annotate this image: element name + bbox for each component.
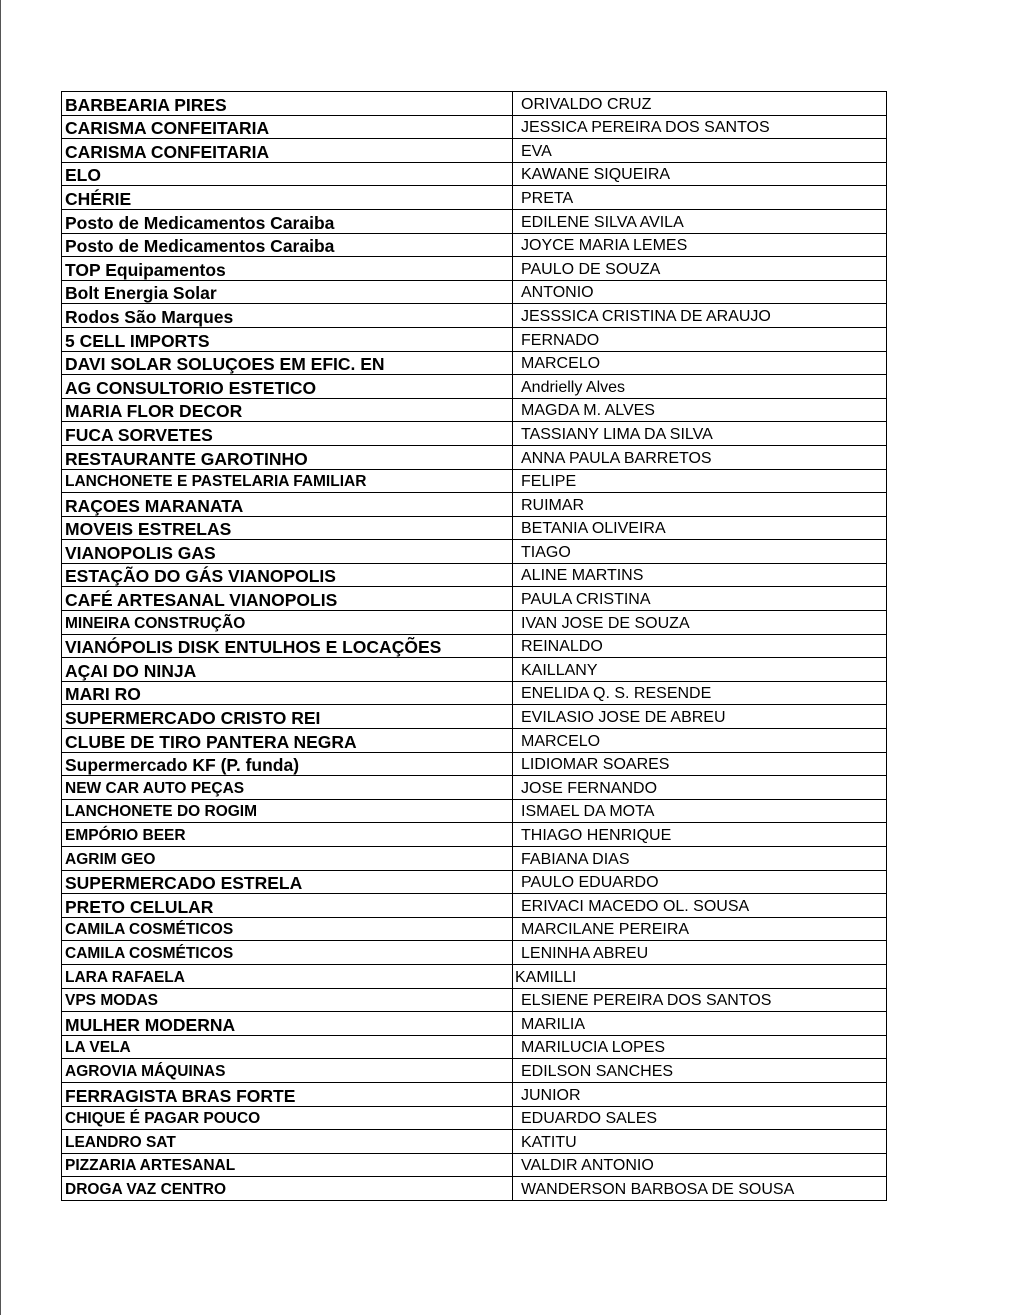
contact-name-cell: ISMAEL DA MOTA (513, 799, 887, 823)
table-row (62, 1153, 887, 1177)
business-name-cell: AGROVIA MÁQUINAS (62, 1059, 513, 1083)
business-name-cell: TOP Equipamentos (62, 257, 513, 281)
contact-name-cell: Andrielly Alves (513, 375, 887, 399)
business-name-cell: CARISMA CONFEITARIA (62, 115, 513, 139)
business-name-cell: MARIA FLOR DECOR (62, 398, 513, 422)
contact-name-cell: MARCELO (513, 351, 887, 375)
business-name-cell: CARISMA CONFEITARIA (62, 139, 513, 163)
table-row (62, 186, 887, 210)
contact-name-cell: ELSIENE PEREIRA DOS SANTOS (513, 988, 887, 1012)
contact-name-cell: KAILLANY (513, 658, 887, 682)
contact-name-cell: MAGDA M. ALVES (513, 398, 887, 422)
table-row (62, 587, 887, 611)
business-name-cell: VIANOPOLIS GAS (62, 540, 513, 564)
business-name-cell: CAFÉ ARTESANAL VIANOPOLIS (62, 587, 513, 611)
table-row (62, 847, 887, 871)
table-row (62, 540, 887, 564)
table-row (62, 799, 887, 823)
contact-name-cell: ENELIDA Q. S. RESENDE (513, 681, 887, 705)
table-row (62, 139, 887, 163)
contact-name-cell: EDUARDO SALES (513, 1106, 887, 1130)
table-row (62, 870, 887, 894)
business-name-cell: DAVI SOLAR SOLUÇOES EM EFIC. EN (62, 351, 513, 375)
table-row (62, 422, 887, 446)
business-name-cell: Rodos São Marques (62, 304, 513, 328)
table-row (62, 563, 887, 587)
contact-name-cell: REINALDO (513, 634, 887, 658)
contact-name-cell: JOSE FERNANDO (513, 776, 887, 800)
business-name-cell: CAMILA COSMÉTICOS (62, 941, 513, 965)
contact-name-cell: EDILSON SANCHES (513, 1059, 887, 1083)
business-name-cell: MINEIRA CONSTRUÇÃO (62, 611, 513, 635)
table-row (62, 233, 887, 257)
business-name-cell: LA VELA (62, 1035, 513, 1059)
contact-name-cell: VALDIR ANTONIO (513, 1153, 887, 1177)
contact-name-cell: TASSIANY LIMA DA SILVA (513, 422, 887, 446)
contact-name-cell: FERNADO (513, 327, 887, 351)
table-row (62, 917, 887, 941)
contact-name-cell: EDILENE SILVA AVILA (513, 209, 887, 233)
business-contact-table (61, 91, 887, 1201)
table-row (62, 964, 887, 988)
contact-name-cell: MARILUCIA LOPES (513, 1035, 887, 1059)
table-row (62, 988, 887, 1012)
contact-name-cell: KATITU (513, 1130, 887, 1154)
business-name-cell: LEANDRO SAT (62, 1130, 513, 1154)
contact-name-cell: JOYCE MARIA LEMES (513, 233, 887, 257)
table-row (62, 445, 887, 469)
business-name-cell: Supermercado KF (P. funda) (62, 752, 513, 776)
business-name-cell: MARI RO (62, 681, 513, 705)
business-name-cell: Posto de Medicamentos Caraiba (62, 209, 513, 233)
business-name-cell: FERRAGISTA BRAS FORTE (62, 1082, 513, 1106)
table-row (62, 162, 887, 186)
business-name-cell: MOVEIS ESTRELAS (62, 516, 513, 540)
table-row (62, 493, 887, 517)
business-name-cell: CLUBE DE TIRO PANTERA NEGRA (62, 729, 513, 753)
business-name-cell: Posto de Medicamentos Caraiba (62, 233, 513, 257)
table-row (62, 280, 887, 304)
table-row (62, 398, 887, 422)
contact-name-cell: PRETA (513, 186, 887, 210)
table-row (62, 729, 887, 753)
page-left-edge (0, 0, 1, 1315)
contact-name-cell: ALINE MARTINS (513, 563, 887, 587)
table-row (62, 941, 887, 965)
contact-name-cell: EVA (513, 139, 887, 163)
table-row (62, 92, 887, 116)
contact-name-cell: MARCELO (513, 729, 887, 753)
business-name-cell: NEW CAR AUTO PEÇAS (62, 776, 513, 800)
contact-name-cell: WANDERSON BARBOSA DE SOUSA (513, 1177, 887, 1201)
business-name-cell: LANCHONETE DO ROGIM (62, 799, 513, 823)
table-row (62, 705, 887, 729)
business-name-cell: Bolt Energia Solar (62, 280, 513, 304)
table-row (62, 115, 887, 139)
table-row (62, 894, 887, 918)
contact-name-cell: MARCILANE PEREIRA (513, 917, 887, 941)
table-row (62, 1035, 887, 1059)
contact-name-cell: PAULA CRISTINA (513, 587, 887, 611)
table-row (62, 1106, 887, 1130)
table-row (62, 1059, 887, 1083)
table-row (62, 681, 887, 705)
table-row (62, 351, 887, 375)
business-name-cell: DROGA VAZ CENTRO (62, 1177, 513, 1201)
contact-name-cell: ANTONIO (513, 280, 887, 304)
contact-name-cell: LENINHA ABREU (513, 941, 887, 965)
table-row (62, 611, 887, 635)
contact-name-cell: KAWANE SIQUEIRA (513, 162, 887, 186)
contact-name-cell: MARILIA (513, 1012, 887, 1036)
business-name-cell: MULHER MODERNA (62, 1012, 513, 1036)
business-name-cell: VIANÓPOLIS DISK ENTULHOS E LOCAÇÕES (62, 634, 513, 658)
business-name-cell: LARA RAFAELA (62, 964, 513, 988)
contact-name-cell: JESSSICA CRISTINA DE ARAUJO (513, 304, 887, 328)
contact-name-cell: EVILASIO JOSE DE ABREU (513, 705, 887, 729)
contact-name-cell: KAMILLI (513, 964, 887, 988)
table-row (62, 1012, 887, 1036)
contact-name-cell: PAULO EDUARDO (513, 870, 887, 894)
business-name-cell: CAMILA COSMÉTICOS (62, 917, 513, 941)
business-name-cell: EMPÓRIO BEER (62, 823, 513, 847)
table-row (62, 634, 887, 658)
contact-name-cell: LIDIOMAR SOARES (513, 752, 887, 776)
contact-name-cell: ERIVACI MACEDO OL. SOUSA (513, 894, 887, 918)
table-row (62, 1177, 887, 1201)
business-name-cell: LANCHONETE E PASTELARIA FAMILIAR (62, 469, 513, 493)
contact-name-cell: JUNIOR (513, 1082, 887, 1106)
business-name-cell: FUCA SORVETES (62, 422, 513, 446)
table-row (62, 327, 887, 351)
contact-name-cell: TIAGO (513, 540, 887, 564)
table-row (62, 1082, 887, 1106)
table-row (62, 469, 887, 493)
business-name-cell: 5 CELL IMPORTS (62, 327, 513, 351)
business-name-cell: SUPERMERCADO CRISTO REI (62, 705, 513, 729)
contact-name-cell: FELIPE (513, 469, 887, 493)
business-name-cell: CHÉRIE (62, 186, 513, 210)
business-name-cell: PRETO CELULAR (62, 894, 513, 918)
table-row (62, 304, 887, 328)
table-row (62, 658, 887, 682)
table-row (62, 375, 887, 399)
table-row (62, 823, 887, 847)
contact-name-cell: ANNA PAULA BARRETOS (513, 445, 887, 469)
table-row (62, 516, 887, 540)
table-row (62, 209, 887, 233)
business-name-cell: AG CONSULTORIO ESTETICO (62, 375, 513, 399)
contact-name-cell: FABIANA DIAS (513, 847, 887, 871)
contact-name-cell: PAULO DE SOUZA (513, 257, 887, 281)
business-name-cell: VPS MODAS (62, 988, 513, 1012)
business-name-cell: CHIQUE É PAGAR POUCO (62, 1106, 513, 1130)
business-name-cell: ESTAÇÃO DO GÁS VIANOPOLIS (62, 563, 513, 587)
business-name-cell: AGRIM GEO (62, 847, 513, 871)
contact-name-cell: RUIMAR (513, 493, 887, 517)
business-name-cell: PIZZARIA ARTESANAL (62, 1153, 513, 1177)
table-row (62, 257, 887, 281)
table-row (62, 776, 887, 800)
contact-name-cell: BETANIA OLIVEIRA (513, 516, 887, 540)
business-name-cell: ELO (62, 162, 513, 186)
contact-name-cell: JESSICA PEREIRA DOS SANTOS (513, 115, 887, 139)
contact-name-cell: THIAGO HENRIQUE (513, 823, 887, 847)
table-body (62, 92, 887, 1201)
contact-name-cell: ORIVALDO CRUZ (513, 92, 887, 116)
table-row (62, 752, 887, 776)
business-name-cell: SUPERMERCADO ESTRELA (62, 870, 513, 894)
business-name-cell: BARBEARIA PIRES (62, 92, 513, 116)
business-name-cell: RESTAURANTE GAROTINHO (62, 445, 513, 469)
table-row (62, 1130, 887, 1154)
business-name-cell: RAÇOES MARANATA (62, 493, 513, 517)
business-name-cell: AÇAI DO NINJA (62, 658, 513, 682)
contact-name-cell: IVAN JOSE DE SOUZA (513, 611, 887, 635)
